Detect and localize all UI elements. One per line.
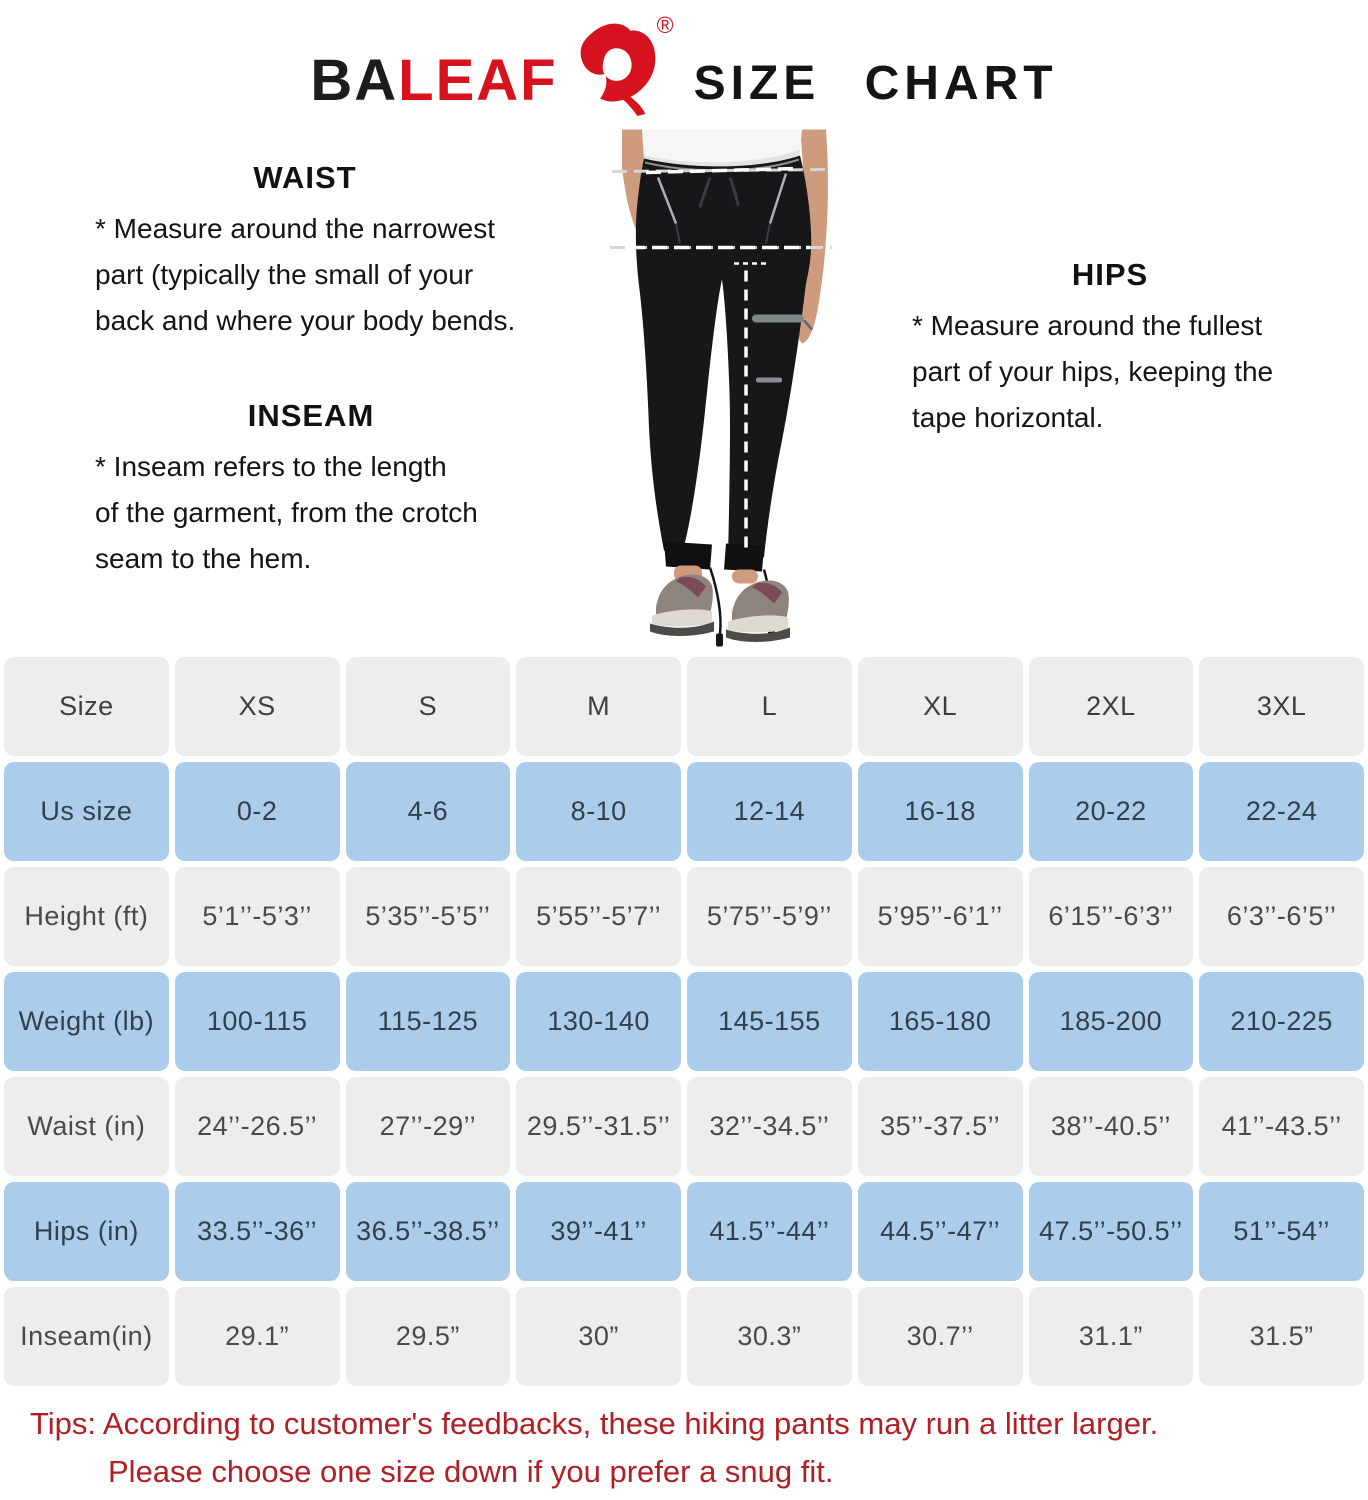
table-size-header: XS bbox=[175, 657, 340, 756]
table-row-label: Us size bbox=[4, 762, 169, 861]
table-value-cell: 30” bbox=[516, 1287, 681, 1386]
thigh-zip bbox=[752, 315, 804, 323]
table-value-cell: 5’35’’-5’5’’ bbox=[346, 867, 511, 966]
table-value-cell: 4-6 bbox=[346, 762, 511, 861]
table-row-label: Weight (lb) bbox=[4, 972, 169, 1071]
table-value-cell: 27’’-29’’ bbox=[346, 1077, 511, 1176]
table-size-header: L bbox=[687, 657, 852, 756]
tips bbox=[30, 1400, 1158, 1496]
hips-guide-line: * Measure around the fullest bbox=[912, 310, 1263, 341]
header bbox=[0, 10, 1368, 120]
table-corner-cell: Size bbox=[4, 657, 169, 756]
size-table bbox=[4, 657, 1364, 1386]
table-value-cell: 16-18 bbox=[858, 762, 1023, 861]
inseam-guide-title: INSEAM bbox=[247, 398, 375, 433]
waist-guide bbox=[95, 160, 515, 344]
hips-guide-title: HIPS bbox=[1071, 257, 1149, 292]
table-value-cell: 30.7’’ bbox=[858, 1287, 1023, 1386]
tips-line: Tips: According to customer's feedbacks, these hiking pants may run a litter larger. bbox=[30, 1406, 1159, 1441]
table-value-cell: 20-22 bbox=[1029, 762, 1194, 861]
hips-guide bbox=[912, 257, 1308, 441]
table-value-cell: 5’55’’-5’7’’ bbox=[516, 867, 681, 966]
table-value-cell: 41’’-43.5’’ bbox=[1199, 1077, 1364, 1176]
table-value-cell: 32’’-34.5’’ bbox=[687, 1077, 852, 1176]
table-value-cell: 30.3” bbox=[687, 1287, 852, 1386]
table-value-cell: 38’’-40.5’’ bbox=[1029, 1077, 1194, 1176]
table-value-cell: 29.5’’-31.5’’ bbox=[516, 1077, 681, 1176]
table-value-cell: 31.5” bbox=[1199, 1287, 1364, 1386]
model-pants bbox=[636, 156, 811, 558]
table-value-cell: 44.5’’-47’’ bbox=[858, 1182, 1023, 1281]
table-size-header: M bbox=[516, 657, 681, 756]
table-value-cell: 5’95’’-6’1’’ bbox=[858, 867, 1023, 966]
table-value-cell: 185-200 bbox=[1029, 972, 1194, 1071]
table-value-cell: 100-115 bbox=[175, 972, 340, 1071]
tips-line: Please choose one size down if you prefer a snug fit. bbox=[108, 1454, 834, 1489]
brand-logo-text bbox=[310, 48, 558, 120]
page-title: SIZE CHART bbox=[693, 57, 1058, 110]
inseam-guide-line: of the garment, from the crotch bbox=[95, 497, 478, 528]
inseam-guide bbox=[95, 398, 527, 582]
table-value-cell: 5’75’’-5’9’’ bbox=[687, 867, 852, 966]
table-value-cell: 210-225 bbox=[1199, 972, 1364, 1071]
brand-leaf: LEAF bbox=[398, 48, 558, 113]
hips-guide-line: tape horizontal. bbox=[912, 402, 1104, 433]
table-size-header: 3XL bbox=[1199, 657, 1364, 756]
table-value-cell: 5’1’’-5’3’’ bbox=[175, 867, 340, 966]
waist-guide-line: * Measure around the narrowest bbox=[95, 213, 495, 244]
table-value-cell: 0-2 bbox=[175, 762, 340, 861]
table-value-cell: 6’15’’-6’3’’ bbox=[1029, 867, 1194, 966]
table-value-cell: 12-14 bbox=[687, 762, 852, 861]
table-value-cell: 29.5” bbox=[346, 1287, 511, 1386]
waist-guide-line: back and where your body bends. bbox=[95, 305, 516, 336]
table-row-label: Inseam(in) bbox=[4, 1287, 169, 1386]
table-value-cell: 130-140 bbox=[516, 972, 681, 1071]
table-value-cell: 115-125 bbox=[346, 972, 511, 1071]
table-value-cell: 6’3’’-6’5’’ bbox=[1199, 867, 1364, 966]
table-row-label: Height (ft) bbox=[4, 867, 169, 966]
brand-ba: BA bbox=[310, 48, 399, 113]
table-value-cell: 36.5’’-38.5’’ bbox=[346, 1182, 511, 1281]
table-value-cell: 39’’-41’’ bbox=[516, 1182, 681, 1281]
hips-guide-line: part of your hips, keeping the bbox=[912, 356, 1274, 387]
table-value-cell: 24’’-26.5’’ bbox=[175, 1077, 340, 1176]
waist-guide-line: part (typically the small of your bbox=[95, 259, 474, 290]
inseam-guide-line: * Inseam refers to the length bbox=[95, 451, 447, 482]
product-model-image bbox=[560, 128, 880, 658]
table-value-cell: 22-24 bbox=[1199, 762, 1364, 861]
table-value-cell: 8-10 bbox=[516, 762, 681, 861]
baleaf-leaf-icon bbox=[560, 12, 674, 120]
waist-guide-title: WAIST bbox=[253, 160, 357, 195]
inseam-guide-line: seam to the hem. bbox=[95, 543, 312, 574]
table-row-label: Hips (in) bbox=[4, 1182, 169, 1281]
table-value-cell: 29.1” bbox=[175, 1287, 340, 1386]
table-value-cell: 165-180 bbox=[858, 972, 1023, 1071]
registered-mark: ® bbox=[656, 12, 674, 38]
table-size-header: 2XL bbox=[1029, 657, 1194, 756]
table-value-cell: 51’’-54’’ bbox=[1199, 1182, 1364, 1281]
table-size-header: S bbox=[346, 657, 511, 756]
table-value-cell: 145-155 bbox=[687, 972, 852, 1071]
table-value-cell: 33.5’’-36’’ bbox=[175, 1182, 340, 1281]
table-value-cell: 35’’-37.5’’ bbox=[858, 1077, 1023, 1176]
table-value-cell: 41.5’’-44’’ bbox=[687, 1182, 852, 1281]
table-value-cell: 47.5’’-50.5’’ bbox=[1029, 1182, 1194, 1281]
table-row-label: Waist (in) bbox=[4, 1077, 169, 1176]
table-size-header: XL bbox=[858, 657, 1023, 756]
table-value-cell: 31.1” bbox=[1029, 1287, 1194, 1386]
